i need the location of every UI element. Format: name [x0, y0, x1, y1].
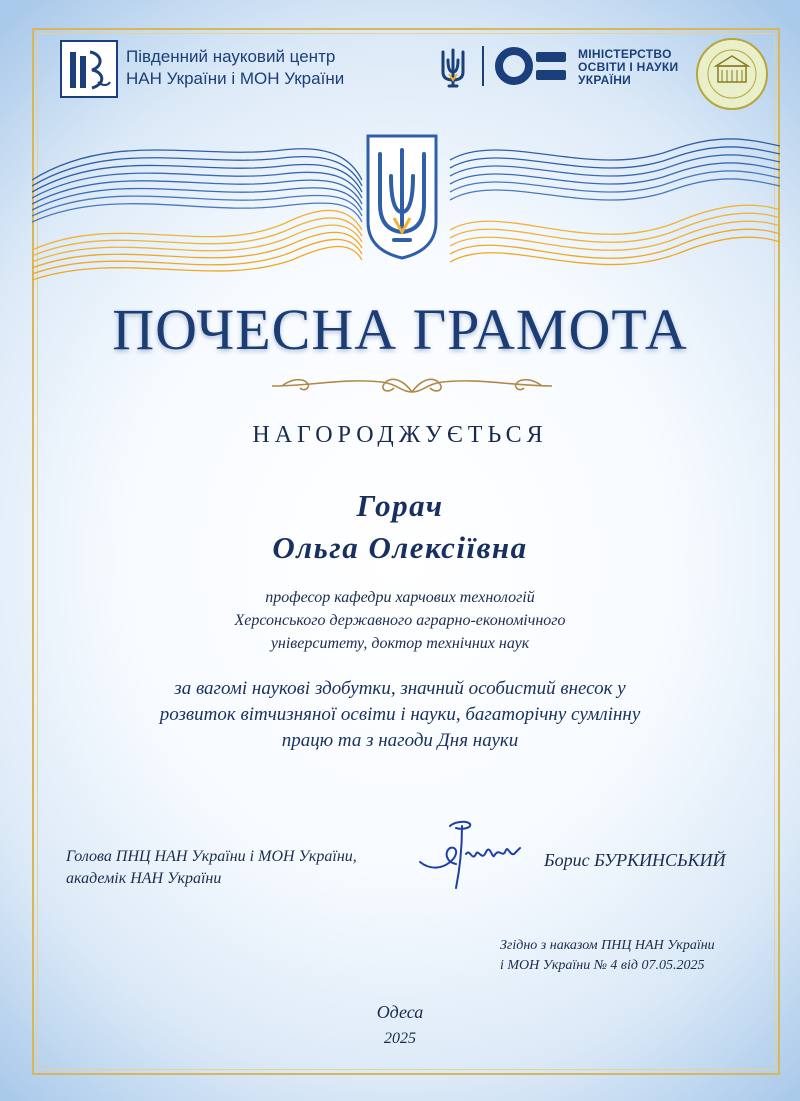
order-line1: Згідно з наказом ПНЦ НАН України	[500, 938, 715, 953]
awarded-label: НАГОРОДЖУЄТЬСЯ	[252, 422, 548, 448]
year: 2025	[384, 1030, 416, 1047]
org-name-line2: НАН України і МОН України	[126, 69, 345, 88]
city: Одеса	[376, 1002, 424, 1022]
reason-line: за вагомі наукові здобутки, значний особистий внесок у	[174, 678, 626, 699]
order-reference	[500, 936, 715, 976]
org-name	[126, 46, 344, 90]
reason-line: розвиток вітчизняної освіти і науки, багаторічну сумлінну	[159, 704, 641, 725]
ministry-line2: ОСВІТИ І НАУКИ	[578, 60, 679, 74]
org-name-line1: Південний науковий центр	[126, 47, 336, 66]
small-trident-icon	[438, 46, 468, 88]
ministry-logo-icon	[494, 46, 570, 86]
position-line: університету, доктор технічних наук	[270, 635, 530, 652]
academy-seal-icon	[694, 36, 770, 112]
header-org	[60, 40, 420, 100]
certificate-title: ПОЧЕСНА ГРАМОТА	[112, 297, 688, 362]
ministry-line1: МІНІСТЕРСТВО	[578, 47, 672, 61]
recipient-given-names: Ольга Олексіївна	[272, 530, 528, 565]
signer-role-line1: Голова ПНЦ НАН України і МОН України,	[66, 848, 357, 865]
recipient-position	[0, 586, 800, 655]
recipient-surname: Горач	[356, 488, 444, 523]
handwritten-signature	[410, 818, 530, 898]
ministry-name	[578, 48, 678, 87]
signer-role-line2: академік НАН України	[66, 870, 222, 887]
signer-role	[66, 846, 357, 890]
signer-name: Борис БУРКИНСЬКИЙ	[544, 850, 726, 870]
position-line: Херсонського державного аграрно-економічного	[234, 612, 566, 629]
reason-line: працю та з нагоди Дня науки	[281, 730, 519, 751]
ministry-line3: УКРАЇНИ	[578, 73, 632, 87]
position-line: професор кафедри харчових технологій	[265, 589, 535, 606]
header-divider	[482, 46, 484, 86]
award-reason	[0, 676, 800, 754]
ornament-divider-icon	[262, 364, 562, 404]
coat-of-arms-icon	[364, 132, 440, 262]
pnc-logo-icon	[60, 40, 118, 98]
order-line2: і МОН України № 4 від 07.05.2025	[500, 958, 705, 973]
